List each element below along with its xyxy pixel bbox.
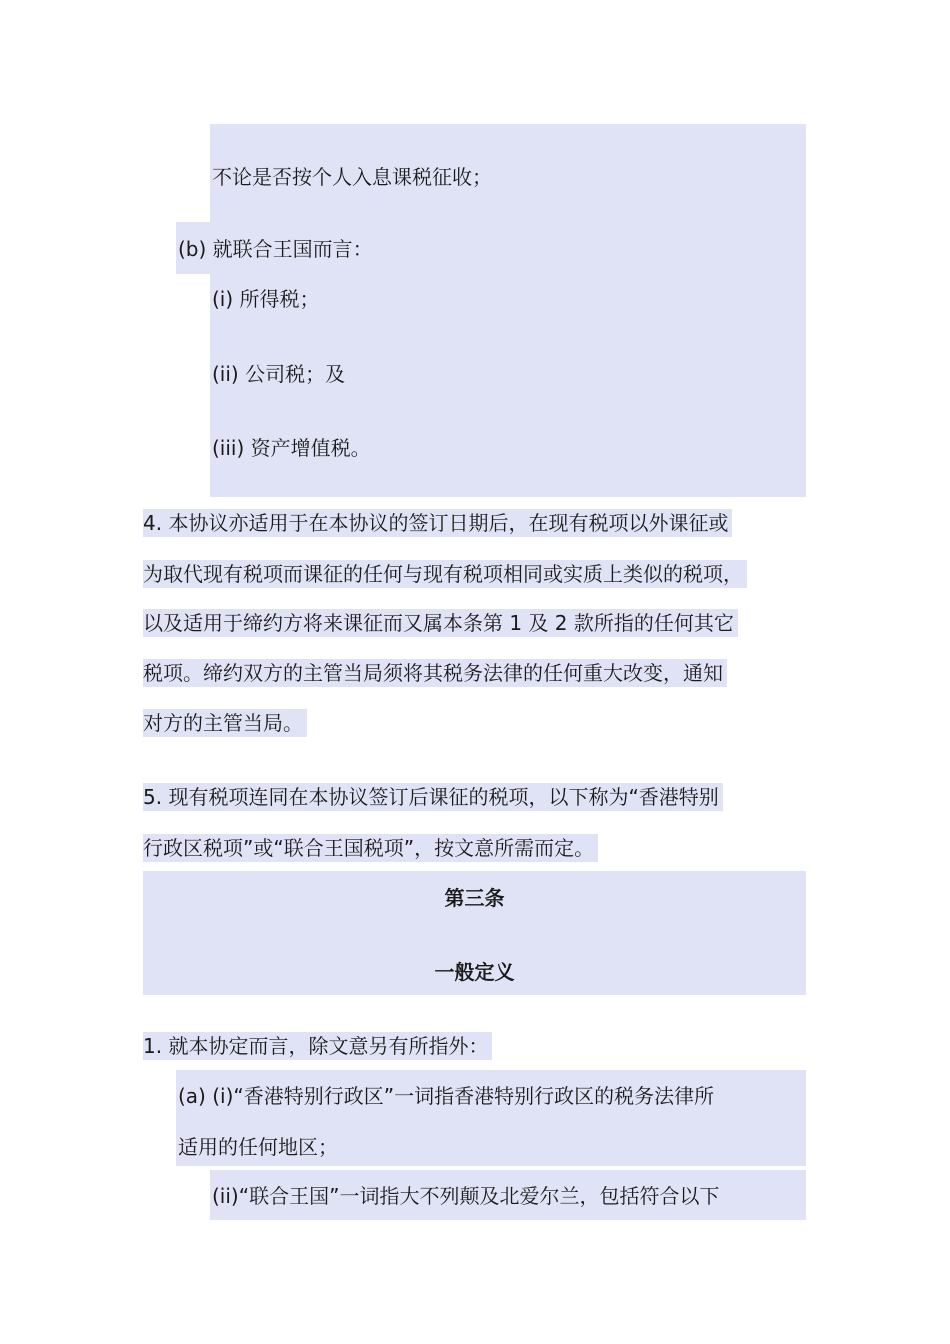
article-number: 第三条 (444, 886, 505, 910)
para5-line-1: 5. 现有税项连同在本协议签订后课征的税项，以下称为“香港特别 (143, 783, 723, 811)
text-b-heading: (b) 就联合王国而言： (178, 237, 373, 261)
text-line-1: 不论是否按个人入息课税征收； (212, 165, 492, 189)
para4-line-5: 对方的主管当局。 (143, 709, 307, 737)
para4-line-4: 税项。缔约双方的主管当局须将其税务法律的任何重大改变，通知 (143, 659, 727, 687)
para1-intro: 1. 就本协定而言，除文意另有所指外： (143, 1032, 492, 1060)
para1-ii-line-1: (ii)“联合王国”一词指大不列颠及北爱尔兰，包括符合以下 (212, 1184, 720, 1208)
para1-a-line-2: 适用的任何地区； (178, 1135, 338, 1159)
para4-line-1: 4. 本协议亦适用于在本协议的签订日期后，在现有税项以外课征或 (143, 509, 732, 537)
para1-a-line-1: (a) (i)“香港特别行政区”一词指香港特别行政区的税务法律所 (178, 1084, 715, 1108)
text-item-i: (i) 所得税； (212, 287, 320, 311)
para4-line-2: 为取代现有税项而课征的任何与现有税项相同或实质上类似的税项， (143, 560, 747, 588)
text-item-ii: (ii) 公司税；及 (212, 362, 346, 386)
para5-line-2: 行政区税项”或“联合王国税项”，按文意所需而定。 (143, 834, 598, 862)
para4-line-3: 以及适用于缔约方将来课征而又属本条第 1 及 2 款所指的任何其它 (143, 609, 738, 637)
text-item-iii: (iii) 资产增值税。 (212, 436, 371, 460)
article-title: 一般定义 (434, 960, 515, 984)
